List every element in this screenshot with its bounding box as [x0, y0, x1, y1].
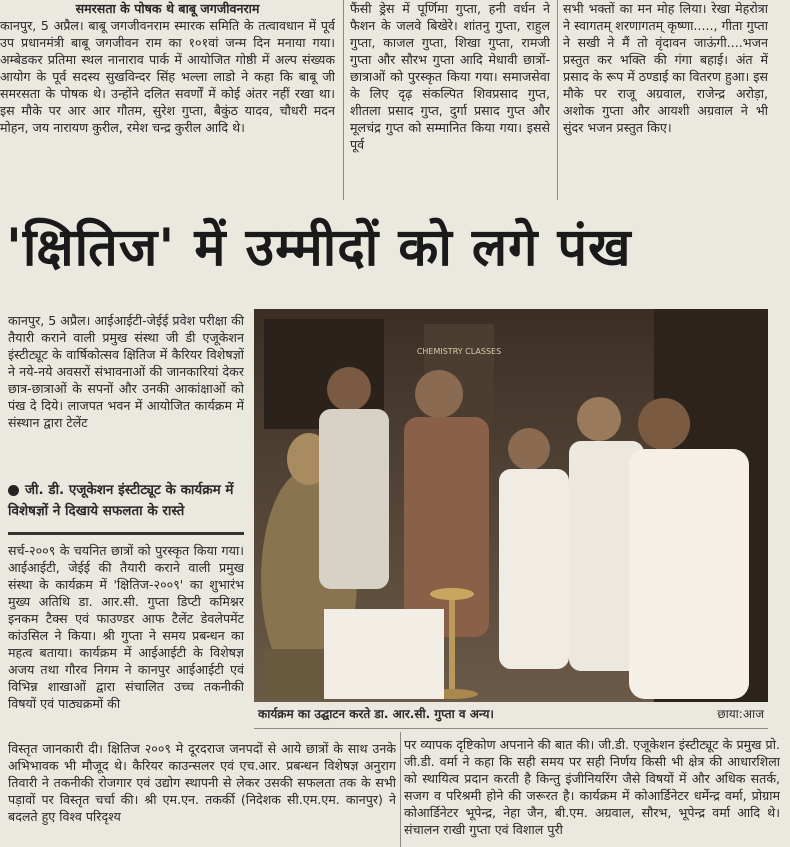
top-col1-text: कानपुर, 5 अप्रैल। बाबू जगजीवनराम स्मारक समिति के तत्वावधान में पूर्व उप प्रधानमंत्री बाबू जगजीवन राम का १०१वां जन्म दिन मनाया गया। अम्बेडकर प्रतिमा स्थल नानाराव पार्क में आयोजित गोष्ठी में अल्प संख्यक आयोग के पूर्व सदस्य सुखविन्दर सिंह भल्ला लाडो ने कहा कि बाबू जी समरसता के पोषक थे। उन्होंने दलित सवर्णों में कोई अंतर नहीं रखा था। इस मौके पर आर आर गौतम, सुरेश गुप्ता, बैकुंठ यादव, चौधरी मदन मोहन, जय नारायण कुरील, रमेश चन्द्र कुरील आदि थे।	[0, 18, 335, 135]
top-col1-headline: समरसता के पोषक थे बाबू जगजीवनराम	[75, 1, 260, 16]
top-col-3	[563, 0, 768, 200]
photo-credit: छाया:आज	[717, 707, 764, 721]
headline-text: 'क्षितिज' में उम्मीदों को लगे पंख	[6, 218, 632, 278]
photo-caption	[254, 704, 768, 724]
divider	[400, 732, 401, 847]
divider	[557, 0, 558, 200]
event-photo-illustration	[254, 309, 768, 702]
article-bottom-left-text: विस्तृत जानकारी दी। क्षितिज २००९ मे दूरदराज जनपदों से आये छात्रों के साथ उनके अभिभावक भी मौजूद थे। कैरियर काउन्सलर एवं एच.आर. प्रबन्धन विशेषज्ञ अनुराग तिवारी ने तकनीकी रोजगार एवं उद्योग स्थापनी से लेकर उसकी सफलता तक के सभी पड़ावों पर विस्तृत चर्चा की। श्री एम.एन. तकर्की (निदेशक सी.एम.एम. कानपुर) ने बदलते हुए विश्व परिदृश्य	[8, 741, 396, 824]
subhead-text: जी. डी. एजूकेशन इंस्टीट्यूट के कार्यक्रम में विशेषज्ञों ने दिखाये सफलता के रास्ते	[8, 482, 234, 519]
article-bottom-right	[404, 736, 780, 847]
top-col-2	[350, 0, 550, 200]
subhead-rule	[8, 532, 244, 535]
article-intro	[8, 312, 244, 477]
divider	[343, 0, 344, 200]
article-bottom-right-text: पर व्यापक दृष्टिकोण अपनाने की बात की। जी.डी. एजूकेशन इंस्टीट्यूट के प्रमुख प्रो. जी.डी. वर्मा ने कहा कि सही समय पर सही निर्णय किसी भी क्षेत्र की आधारशिला को स्थायित्व प्रदान करती है किन्तु इंजीनियरिंग जैसे विषयों में और अधिक सतर्क, सजग व परिश्रमी होने की जरूरत है। कार्यक्रम में कोआर्डिनेटर धर्मेन्द्र वर्मा, प्रोग्राम कोआर्डिनेटर भूपेन्द्र, नेहा जैन, बी.एम. अग्रवाल, सौरभ, भूपेन्द्र वर्मा आदि थे। संचालन राखी गुप्ता एवं विशाल पुरी	[404, 737, 780, 837]
article-body	[8, 542, 244, 738]
article-body-text: सर्च-२००९ के चयनित छात्रों को पुरस्कृत किया गया। आईआईटी, जेईई की तैयारी कराने वाली प्रमुख संस्था के कार्यक्रम में 'क्षितिज-२००९' का शुभारंभ मुख्य अतिथि डा. आर.सी. गुप्ता डिप्टी कमिश्नर इनकम टैक्स एवं फाउण्डर आफ टैलेंट डेवलेपमेंट कांउसिल ने किया। श्री गुप्ता ने समय प्रबन्धन का महत्व बताया। कार्यक्रम में आईआईटी के विशेषज्ञ अजय तथा गौरव निगम ने कानपुर आईआईटी एवं विभिन्न शाखाओं द्वारा संचालित उच्च तकनीकी विषयों एवं पाठ्यक्रमों की	[8, 543, 244, 711]
headline	[0, 208, 790, 288]
top-col2-text: फैंसी ड्रेस में पूर्णिमा गुप्ता, हनी वर्धन ने फैशन के जलवे बिखेरे। शांतनु गुप्ता, राहुल गुप्ता, काजल गुप्ता, शिखा गुप्ता, रामजी गुप्ता और सौरभ गुप्ता आदि मेधावी छात्रों-छात्राओं को पुरस्कृत किया गया। समाजसेवा के लिए दृढ़ संकल्पित शिवप्रसाद गुप्त, शीतला प्रसाद गुप्त, दुर्गा प्रसाद गुप्त और मूलचंद्र गुप्त को सम्मानित किया गया। इससे पूर्व	[350, 1, 550, 152]
caption-text: कार्यक्रम का उद्घाटन करते डा. आर.सी. गुप्ता व अन्य।	[258, 707, 494, 721]
top-col3-text: सभी भक्तों का मन मोह लिया। रेखा मेहरोत्रा ने स्वागतम् शरणागतम् कृष्णा....., गीता गुप्ता ने सखी ने मैं तो वृंदावन जाऊंगी....भजन प्रस्तुत कर भक्ति की गंगा बहाई। अंत में प्रसाद के रूप में ठण्डाई का वितरण हुआ। इस मौके पर राजू अग्रवाल, राजेन्द्र अरोड़ा, अशोक गुप्ता और आयशी अग्रवाल ने भी सुंदर भजन प्रस्तुत किए।	[563, 1, 768, 135]
article-intro-text: कानपुर, 5 अप्रैल। आईआईटी-जेईई प्रवेश परीक्षा की तैयारी कराने वाली प्रमुख संस्था जी डी एजूकेशन इंस्टीट्यूट के वार्षिकोत्सव क्षितिज में कैरियर विशेषज्ञों ने नये-नये अवसरों संभावनाओं की जानकारियां देकर छात्र-छात्राओं के सपनों और उनकी आकांक्षाओं को पंख दे दिये। लाजपत भवन में आयोजित कार्यक्रम में संस्थान द्वारा टेलेंट	[8, 313, 244, 430]
article-bottom-left	[8, 740, 396, 847]
event-photo	[254, 309, 768, 702]
photo-sign: CHEMISTRY CLASSES	[416, 347, 502, 356]
top-col-1	[0, 0, 335, 200]
divider	[254, 728, 768, 729]
bullet-icon	[8, 485, 19, 496]
article-subhead	[8, 480, 244, 530]
